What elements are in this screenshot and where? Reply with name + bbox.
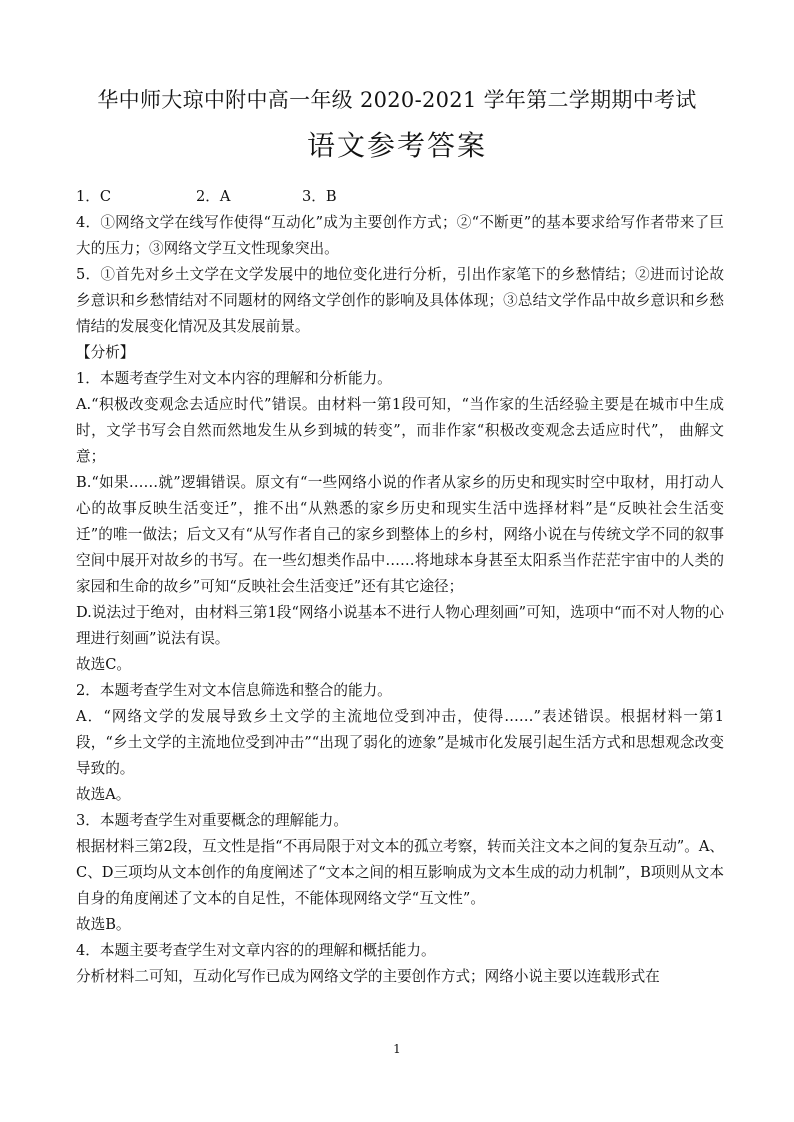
exam-title: 华中师大琼中附中高一年级 2020-2021 学年第二学期期中考试 bbox=[97, 88, 697, 112]
short-answers-line bbox=[76, 184, 724, 210]
analysis-heading: 【分析】 bbox=[76, 344, 135, 361]
analysis-q1-option-d: D.说法过于绝对，由材料三第1段“网络小说基本不进行人物心理刻画”可知，选项中“而不对人物的心理进行刻画”说法有误。 bbox=[76, 604, 724, 647]
answer-q4: 4．①网络文学在线写作使得“互动化”成为主要创作方式；②“不断更”的基本要求给写作者带来了巨大的压力；③网络文学互文性现象突出。 bbox=[76, 214, 724, 257]
analysis-q1-option-b: B.“如果……就”逻辑错误。原文有“一些网络小说的作者从家乡的历史和现实时空中取材，用打动人心的故事反映生活变迁”，推不出“从熟悉的家乡历史和现实生活中选择材料”是“反映社会生活变迁”的唯一做法；后文又有“从写作者自己的家乡到整体上的乡村，网络小说在与传统文学不同的叙事空间中展开对故乡的书写。在一些幻想类作品中……将地球本身甚至太阳系当作茫茫宇宙中的人类的家园和生命的故乡”可知“反映社会生活变迁”还有其它途径； bbox=[76, 474, 724, 595]
analysis-q4-intro: 4．本题主要考查学生对文章内容的的理解和概括能力。 bbox=[76, 942, 436, 959]
analysis-q1-intro: 1．本题考查学生对文本内容的理解和分析能力。 bbox=[76, 370, 392, 387]
answer-body bbox=[76, 184, 724, 990]
analysis-q1-option-a: A.“积极改变观念去适应时代”错误。由材料一第1段可知，“当作家的生活经验主要是在城市中生成时，文学书写会自然而然地发生从乡到城的转变”，而非作家“积极改变观念去适应时代”， 曲解文意； bbox=[76, 396, 724, 465]
answer-q5: 5．①首先对乡土文学在文学发展中的地位变化进行分析，引出作家笔下的乡愁情结；②进而讨论故乡意识和乡愁情结对不同题材的网络文学创作的影响及具体体现；③总结文学作品中故乡意识和乡愁情结的发展变化情况及其发展前景。 bbox=[76, 266, 724, 335]
answer-q3: 3．B bbox=[302, 188, 337, 205]
answer-key-title: 语文参考答案 bbox=[306, 129, 487, 162]
answer-q1: 1．C bbox=[76, 188, 112, 205]
page-number: 1 bbox=[393, 1042, 401, 1056]
analysis-q4-detail: 分析材料二可知，互动化写作已成为网络文学的主要创作方式；网络小说主要以连载形式在 bbox=[76, 968, 660, 985]
analysis-q3-conclusion: 故选B。 bbox=[76, 916, 131, 933]
analysis-q2-intro: 2．本题考查学生对文本信息筛选和整合的能力。 bbox=[76, 682, 392, 699]
analysis-q2-option-a: A．“网络文学的发展导致乡土文学的主流地位受到冲击，使得……”表述错误。根据材料一第1段，“乡土文学的主流地位受到冲击”“出现了弱化的迹象”是城市化发展引起生活方式和思想观念改变导致的。 bbox=[76, 708, 724, 777]
analysis-q3-intro: 3．本题考查学生对重要概念的理解能力。 bbox=[76, 812, 348, 829]
analysis-q2-conclusion: 故选A。 bbox=[76, 786, 131, 803]
analysis-q3-detail: 根据材料三第2段，互文性是指“不再局限于对文本的孤立考察，转而关注文本之间的复杂互动”。A、C、D三项均从文本创作的角度阐述了“文本之间的相互影响成为文本生成的动力机制”，B项则从文本自身的角度阐述了文本的自足性，不能体现网络文学“互文性”。 bbox=[76, 838, 724, 907]
analysis-q1-conclusion: 故选C。 bbox=[76, 656, 131, 673]
answer-q2: 2．A bbox=[196, 188, 231, 205]
